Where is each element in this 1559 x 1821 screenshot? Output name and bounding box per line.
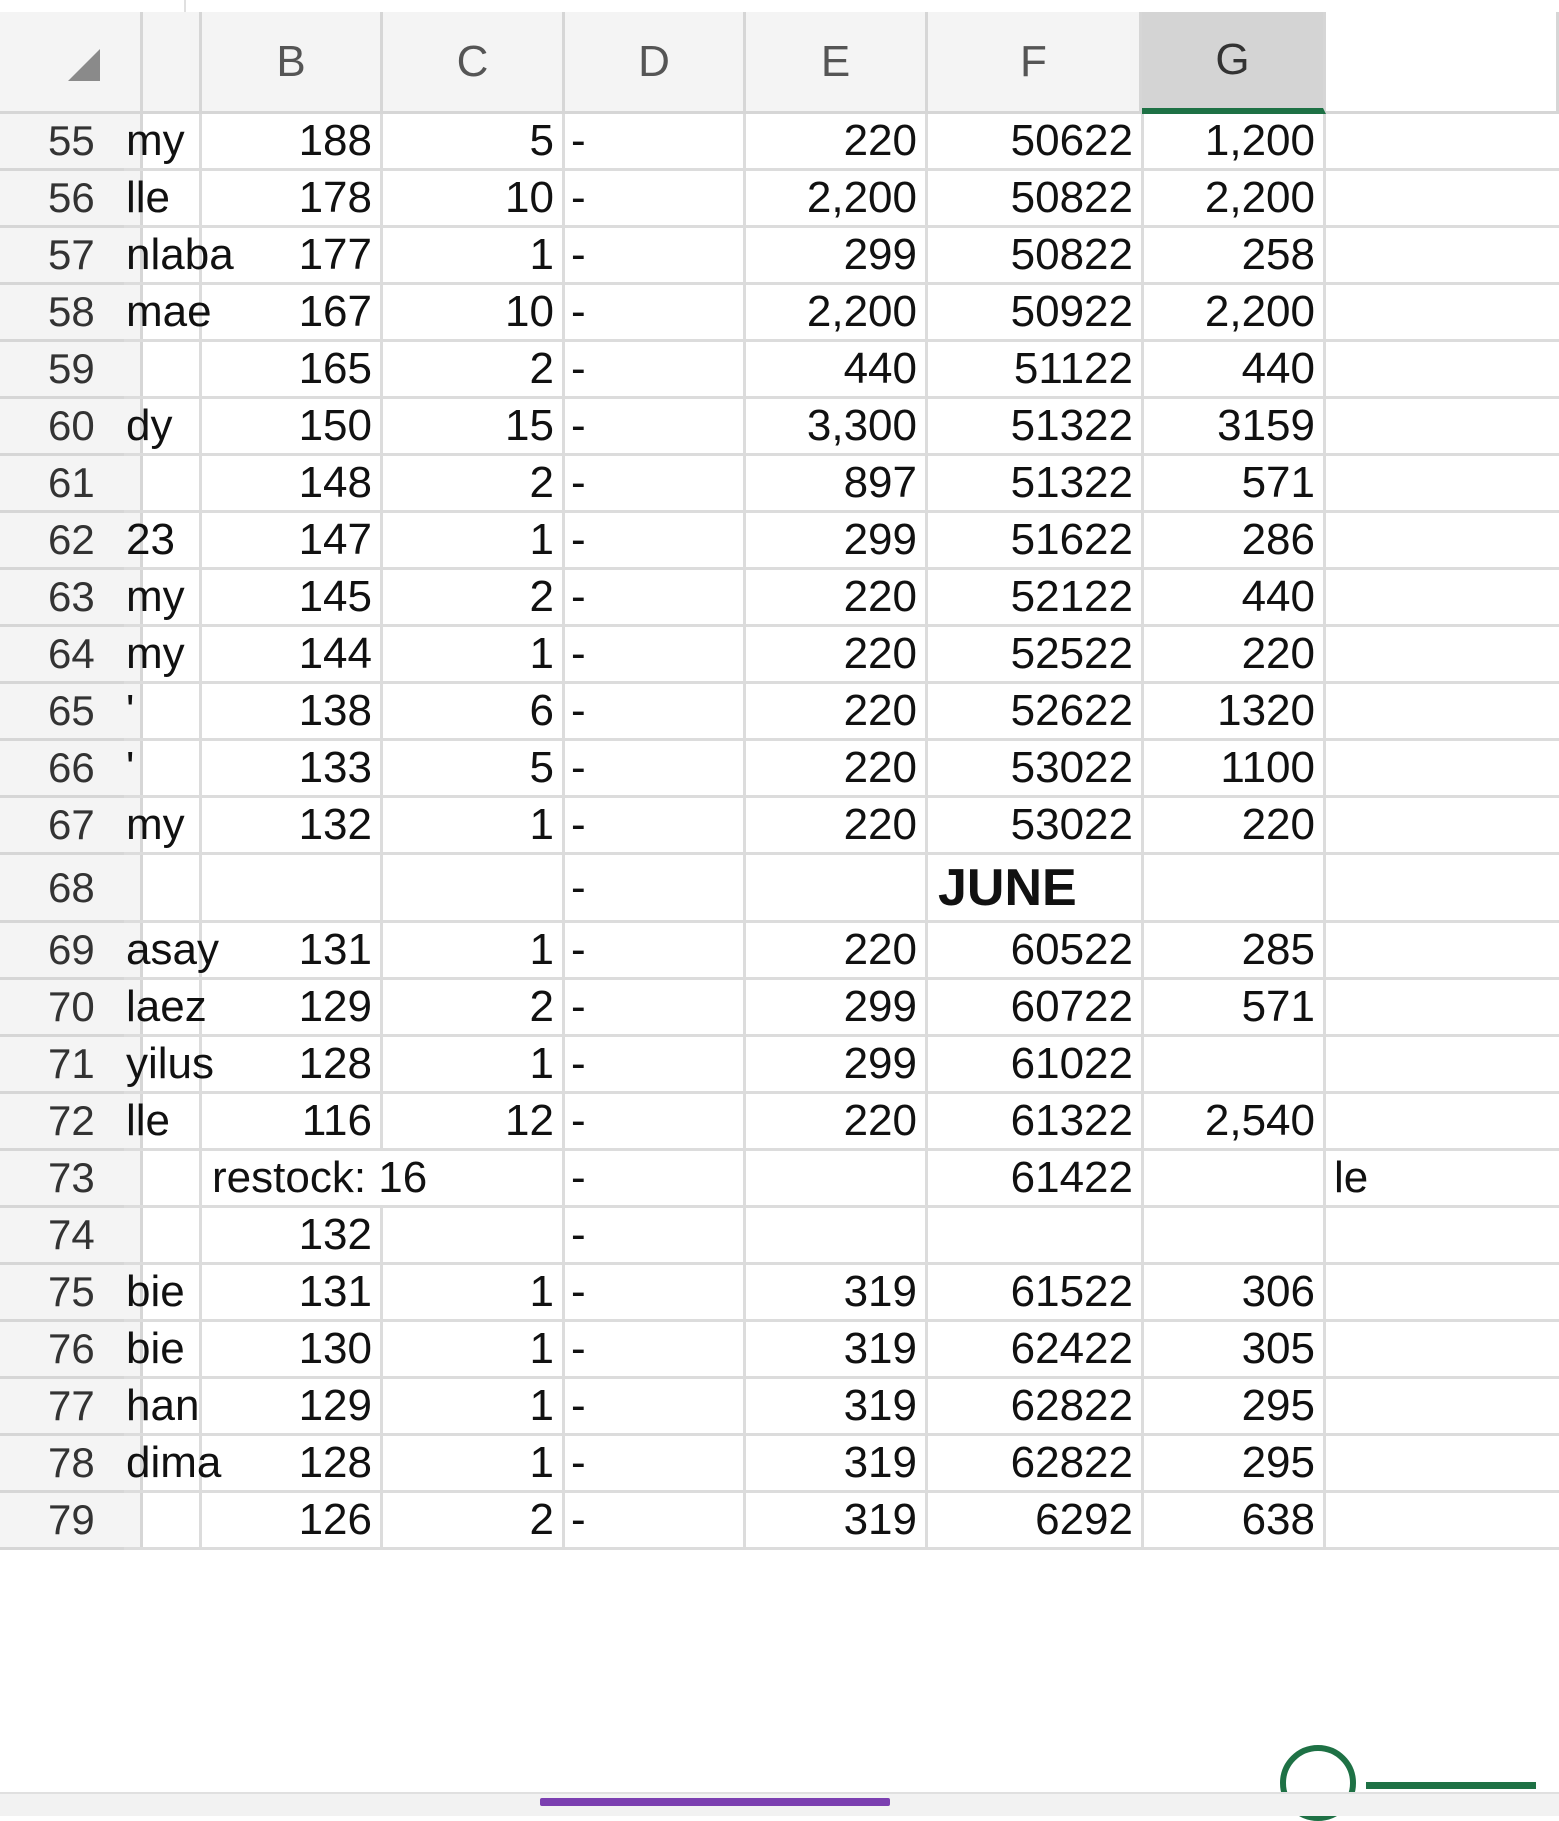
cell-d-57[interactable]: -	[565, 228, 746, 285]
cell-a-79[interactable]	[124, 1493, 202, 1550]
cell-e-57[interactable]: 299	[746, 228, 928, 285]
cell-e-76[interactable]: 319	[746, 1322, 928, 1379]
cell-f-58[interactable]: 50922	[928, 285, 1144, 342]
cell-c-70[interactable]: 2	[383, 980, 565, 1037]
cell-c-78[interactable]: 1	[383, 1436, 565, 1493]
horizontal-scrollbar[interactable]	[0, 1792, 1559, 1816]
cell-b-79[interactable]: 126	[202, 1493, 383, 1550]
cell-b-71[interactable]: 128	[202, 1037, 383, 1094]
cell-e-62[interactable]: 299	[746, 513, 928, 570]
cell-f-62[interactable]: 51622	[928, 513, 1144, 570]
cell-e-75[interactable]: 319	[746, 1265, 928, 1322]
row-header[interactable]: 74	[0, 1208, 143, 1265]
cell-a-72[interactable]: lle	[124, 1094, 202, 1151]
column-header-f[interactable]: F	[928, 12, 1142, 114]
cell-b-68[interactable]	[202, 855, 383, 923]
row-header[interactable]: 62	[0, 513, 143, 570]
cell-c-61[interactable]: 2	[383, 456, 565, 513]
selection-border	[1366, 1782, 1536, 1789]
cell-c-68[interactable]	[383, 855, 565, 923]
cell-g-55[interactable]: 1,200	[1144, 114, 1326, 171]
cell-g-75[interactable]: 306	[1144, 1265, 1326, 1322]
cell-f-70[interactable]: 60722	[928, 980, 1144, 1037]
cell-e-55[interactable]: 220	[746, 114, 928, 171]
cell-a-56[interactable]: lle	[124, 171, 202, 228]
cell-a-57[interactable]: nlaba	[124, 228, 202, 285]
cell-f-59[interactable]: 51122	[928, 342, 1144, 399]
cell-g-68[interactable]	[1144, 855, 1326, 923]
cell-d-75[interactable]: -	[565, 1265, 746, 1322]
cell-g-63[interactable]: 440	[1144, 570, 1326, 627]
cell-f-71[interactable]: 61022	[928, 1037, 1144, 1094]
cell-c-59[interactable]: 2	[383, 342, 565, 399]
cell-d-72[interactable]: -	[565, 1094, 746, 1151]
cell-g-61[interactable]: 571	[1144, 456, 1326, 513]
cell-g-60[interactable]: 3159	[1144, 399, 1326, 456]
cell-f-78[interactable]: 62822	[928, 1436, 1144, 1493]
cell-b-63[interactable]: 145	[202, 570, 383, 627]
cell-c-67[interactable]: 1	[383, 798, 565, 855]
cell-d-74[interactable]: -	[565, 1208, 746, 1265]
select-all-button[interactable]	[0, 12, 143, 114]
cell-f-55[interactable]: 50622	[928, 114, 1144, 171]
row-header[interactable]: 65	[0, 684, 143, 741]
cell-a-70[interactable]: laez	[124, 980, 202, 1037]
cell-h-61[interactable]	[1326, 456, 1559, 513]
cell-b-59[interactable]: 165	[202, 342, 383, 399]
cell-e-77[interactable]: 319	[746, 1379, 928, 1436]
cell-d-70[interactable]: -	[565, 980, 746, 1037]
cell-d-71[interactable]: -	[565, 1037, 746, 1094]
cell-f-57[interactable]: 50822	[928, 228, 1144, 285]
cell-d-76[interactable]: -	[565, 1322, 746, 1379]
divider	[184, 0, 186, 12]
cell-c-57[interactable]: 1	[383, 228, 565, 285]
cell-e-56[interactable]: 2,200	[746, 171, 928, 228]
cell-h-76[interactable]	[1326, 1322, 1559, 1379]
cell-d-65[interactable]: -	[565, 684, 746, 741]
cell-f-56[interactable]: 50822	[928, 171, 1144, 228]
row-header[interactable]: 73	[0, 1151, 143, 1208]
row-header[interactable]: 76	[0, 1322, 143, 1379]
cell-b-65[interactable]: 138	[202, 684, 383, 741]
cell-f-64[interactable]: 52522	[928, 627, 1144, 684]
cell-h-78[interactable]	[1326, 1436, 1559, 1493]
row-header[interactable]: 70	[0, 980, 143, 1037]
cell-e-70[interactable]: 299	[746, 980, 928, 1037]
column-header-d[interactable]: D	[565, 12, 746, 114]
cell-h-67[interactable]	[1326, 798, 1559, 855]
cell-h-75[interactable]	[1326, 1265, 1559, 1322]
cell-g-62[interactable]: 286	[1144, 513, 1326, 570]
cell-e-61[interactable]: 897	[746, 456, 928, 513]
cell-e-71[interactable]: 299	[746, 1037, 928, 1094]
cell-g-70[interactable]: 571	[1144, 980, 1326, 1037]
cell-b-56[interactable]: 178	[202, 171, 383, 228]
cell-e-68[interactable]	[746, 855, 928, 923]
cell-f-69[interactable]: 60522	[928, 923, 1144, 980]
cell-a-58[interactable]: mae	[124, 285, 202, 342]
cell-a-77[interactable]: han	[124, 1379, 202, 1436]
row-header[interactable]: 60	[0, 399, 143, 456]
cell-g-77[interactable]: 295	[1144, 1379, 1326, 1436]
cell-e-79[interactable]: 319	[746, 1493, 928, 1550]
cell-c-76[interactable]: 1	[383, 1322, 565, 1379]
cell-h-68[interactable]	[1326, 855, 1559, 923]
row-header[interactable]: 61	[0, 456, 143, 513]
cell-a-76[interactable]: bie	[124, 1322, 202, 1379]
cell-b-58[interactable]: 167	[202, 285, 383, 342]
column-header-h[interactable]	[1326, 12, 1559, 114]
cell-g-67[interactable]: 220	[1144, 798, 1326, 855]
cell-a-66[interactable]: '	[124, 741, 202, 798]
cell-g-73[interactable]	[1144, 1151, 1326, 1208]
row-header[interactable]: 58	[0, 285, 143, 342]
row-header[interactable]: 77	[0, 1379, 143, 1436]
cell-g-78[interactable]: 295	[1144, 1436, 1326, 1493]
cell-d-66[interactable]: -	[565, 741, 746, 798]
cell-f-68[interactable]: JUNE	[928, 855, 1144, 923]
cell-d-58[interactable]: -	[565, 285, 746, 342]
cell-f-77[interactable]: 62822	[928, 1379, 1144, 1436]
cell-e-66[interactable]: 220	[746, 741, 928, 798]
cell-g-72[interactable]: 2,540	[1144, 1094, 1326, 1151]
cell-a-69[interactable]: asay	[124, 923, 202, 980]
cell-c-58[interactable]: 10	[383, 285, 565, 342]
row-header[interactable]: 79	[0, 1493, 143, 1550]
cell-f-79[interactable]: 6292	[928, 1493, 1144, 1550]
cell-g-66[interactable]: 1100	[1144, 741, 1326, 798]
cell-d-55[interactable]: -	[565, 114, 746, 171]
cell-h-70[interactable]	[1326, 980, 1559, 1037]
cell-h-66[interactable]	[1326, 741, 1559, 798]
cell-e-67[interactable]: 220	[746, 798, 928, 855]
cell-c-69[interactable]: 1	[383, 923, 565, 980]
cell-a-59[interactable]	[124, 342, 202, 399]
cell-h-58[interactable]	[1326, 285, 1559, 342]
cell-e-59[interactable]: 440	[746, 342, 928, 399]
cell-g-74[interactable]	[1144, 1208, 1326, 1265]
cell-g-79[interactable]: 638	[1144, 1493, 1326, 1550]
cell-g-71[interactable]	[1144, 1037, 1326, 1094]
cell-a-55[interactable]: my	[124, 114, 202, 171]
cell-d-60[interactable]: -	[565, 399, 746, 456]
cell-g-69[interactable]: 285	[1144, 923, 1326, 980]
cell-a-73[interactable]	[124, 1151, 202, 1208]
cell-a-67[interactable]: my	[124, 798, 202, 855]
cell-f-61[interactable]: 51322	[928, 456, 1144, 513]
cell-b-60[interactable]: 150	[202, 399, 383, 456]
cell-e-78[interactable]: 319	[746, 1436, 928, 1493]
cell-b-62[interactable]: 147	[202, 513, 383, 570]
cell-h-64[interactable]	[1326, 627, 1559, 684]
cell-c-72[interactable]: 12	[383, 1094, 565, 1151]
cell-e-65[interactable]: 220	[746, 684, 928, 741]
cell-h-60[interactable]	[1326, 399, 1559, 456]
cell-d-64[interactable]: -	[565, 627, 746, 684]
cell-b-75[interactable]: 131	[202, 1265, 383, 1322]
cell-b-78[interactable]: 128	[202, 1436, 383, 1493]
cell-h-62[interactable]	[1326, 513, 1559, 570]
column-header-e[interactable]: E	[746, 12, 928, 114]
column-header-b[interactable]: B	[202, 12, 383, 114]
row-header[interactable]: 69	[0, 923, 143, 980]
cell-d-67[interactable]: -	[565, 798, 746, 855]
cell-c-60[interactable]: 15	[383, 399, 565, 456]
cell-g-76[interactable]: 305	[1144, 1322, 1326, 1379]
cell-g-56[interactable]: 2,200	[1144, 171, 1326, 228]
cell-a-65[interactable]: '	[124, 684, 202, 741]
cell-c-64[interactable]: 1	[383, 627, 565, 684]
cell-e-74[interactable]	[746, 1208, 928, 1265]
cell-h-69[interactable]	[1326, 923, 1559, 980]
cell-c-55[interactable]: 5	[383, 114, 565, 171]
scrollbar-thumb[interactable]	[540, 1798, 890, 1806]
cell-h-63[interactable]	[1326, 570, 1559, 627]
cell-c-66[interactable]: 5	[383, 741, 565, 798]
cell-c-77[interactable]: 1	[383, 1379, 565, 1436]
cell-a-61[interactable]	[124, 456, 202, 513]
cell-d-56[interactable]: -	[565, 171, 746, 228]
cell-b-57[interactable]: 177	[202, 228, 383, 285]
cell-e-73[interactable]	[746, 1151, 928, 1208]
cell-e-63[interactable]: 220	[746, 570, 928, 627]
row-header[interactable]: 67	[0, 798, 143, 855]
cell-h-77[interactable]	[1326, 1379, 1559, 1436]
cell-f-74[interactable]	[928, 1208, 1144, 1265]
cell-e-69[interactable]: 220	[746, 923, 928, 980]
cell-h-56[interactable]	[1326, 171, 1559, 228]
cell-b-55[interactable]: 188	[202, 114, 383, 171]
row-header[interactable]: 55	[0, 114, 143, 171]
cell-f-75[interactable]: 61522	[928, 1265, 1144, 1322]
cell-c-65[interactable]: 6	[383, 684, 565, 741]
cell-g-59[interactable]: 440	[1144, 342, 1326, 399]
cell-h-72[interactable]	[1326, 1094, 1559, 1151]
cell-g-58[interactable]: 2,200	[1144, 285, 1326, 342]
cell-b-69[interactable]: 131	[202, 923, 383, 980]
cell-a-71[interactable]: yilus	[124, 1037, 202, 1094]
cell-b-70[interactable]: 129	[202, 980, 383, 1037]
cell-f-72[interactable]: 61322	[928, 1094, 1144, 1151]
cell-g-65[interactable]: 1320	[1144, 684, 1326, 741]
cell-b-61[interactable]: 148	[202, 456, 383, 513]
row-header[interactable]: 59	[0, 342, 143, 399]
cell-c-74[interactable]	[383, 1208, 565, 1265]
row-header[interactable]: 72	[0, 1094, 143, 1151]
row-header[interactable]: 78	[0, 1436, 143, 1493]
cell-d-61[interactable]: -	[565, 456, 746, 513]
cell-h-74[interactable]	[1326, 1208, 1559, 1265]
cell-e-64[interactable]: 220	[746, 627, 928, 684]
cell-b-64[interactable]: 144	[202, 627, 383, 684]
cell-c-79[interactable]: 2	[383, 1493, 565, 1550]
cell-b-74[interactable]: 132	[202, 1208, 383, 1265]
cell-e-60[interactable]: 3,300	[746, 399, 928, 456]
row-header[interactable]: 56	[0, 171, 143, 228]
cell-d-69[interactable]: -	[565, 923, 746, 980]
row-header[interactable]: 64	[0, 627, 143, 684]
cell-a-74[interactable]	[124, 1208, 202, 1265]
cell-c-71[interactable]: 1	[383, 1037, 565, 1094]
cell-f-60[interactable]: 51322	[928, 399, 1144, 456]
cell-b-66[interactable]: 133	[202, 741, 383, 798]
cell-d-62[interactable]: -	[565, 513, 746, 570]
cell-d-63[interactable]: -	[565, 570, 746, 627]
cell-c-62[interactable]: 1	[383, 513, 565, 570]
cell-d-79[interactable]: -	[565, 1493, 746, 1550]
cell-d-59[interactable]: -	[565, 342, 746, 399]
cell-a-68[interactable]	[124, 855, 202, 923]
cell-b-73[interactable]: restock: 16	[202, 1151, 383, 1208]
cell-a-75[interactable]: bie	[124, 1265, 202, 1322]
cell-h-55[interactable]	[1326, 114, 1559, 171]
cell-d-78[interactable]: -	[565, 1436, 746, 1493]
cell-f-63[interactable]: 52122	[928, 570, 1144, 627]
cell-h-65[interactable]	[1326, 684, 1559, 741]
cell-h-73[interactable]: le	[1326, 1151, 1559, 1208]
cell-b-67[interactable]: 132	[202, 798, 383, 855]
select-all-icon	[68, 49, 100, 81]
cell-a-63[interactable]: my	[124, 570, 202, 627]
cell-c-63[interactable]: 2	[383, 570, 565, 627]
cell-f-66[interactable]: 53022	[928, 741, 1144, 798]
column-header-a[interactable]	[143, 12, 202, 114]
cell-h-79[interactable]	[1326, 1493, 1559, 1550]
column-header-g[interactable]: G	[1142, 12, 1326, 114]
cell-h-59[interactable]	[1326, 342, 1559, 399]
cell-d-77[interactable]: -	[565, 1379, 746, 1436]
cell-a-78[interactable]: dima	[124, 1436, 202, 1493]
cell-c-75[interactable]: 1	[383, 1265, 565, 1322]
row-header[interactable]: 75	[0, 1265, 143, 1322]
cell-a-64[interactable]: my	[124, 627, 202, 684]
row-header[interactable]: 68	[0, 855, 143, 923]
row-header[interactable]: 63	[0, 570, 143, 627]
cell-h-71[interactable]	[1326, 1037, 1559, 1094]
row-header[interactable]: 71	[0, 1037, 143, 1094]
cell-d-68[interactable]: -	[565, 855, 746, 923]
cell-g-57[interactable]: 258	[1144, 228, 1326, 285]
cell-e-72[interactable]: 220	[746, 1094, 928, 1151]
cell-c-56[interactable]: 10	[383, 171, 565, 228]
row-header[interactable]: 66	[0, 741, 143, 798]
cell-b-72[interactable]: 116	[202, 1094, 383, 1151]
cell-f-65[interactable]: 52622	[928, 684, 1144, 741]
cell-f-67[interactable]: 53022	[928, 798, 1144, 855]
column-header-c[interactable]: C	[383, 12, 565, 114]
cell-d-73[interactable]: -	[565, 1151, 746, 1208]
cell-b-76[interactable]: 130	[202, 1322, 383, 1379]
cell-h-57[interactable]	[1326, 228, 1559, 285]
row-header[interactable]: 57	[0, 228, 143, 285]
cell-b-77[interactable]: 129	[202, 1379, 383, 1436]
cell-f-73[interactable]: 61422	[928, 1151, 1144, 1208]
cell-e-58[interactable]: 2,200	[746, 285, 928, 342]
cell-g-64[interactable]: 220	[1144, 627, 1326, 684]
cell-a-62[interactable]: 23	[124, 513, 202, 570]
cell-a-60[interactable]: dy	[124, 399, 202, 456]
cell-f-76[interactable]: 62422	[928, 1322, 1144, 1379]
